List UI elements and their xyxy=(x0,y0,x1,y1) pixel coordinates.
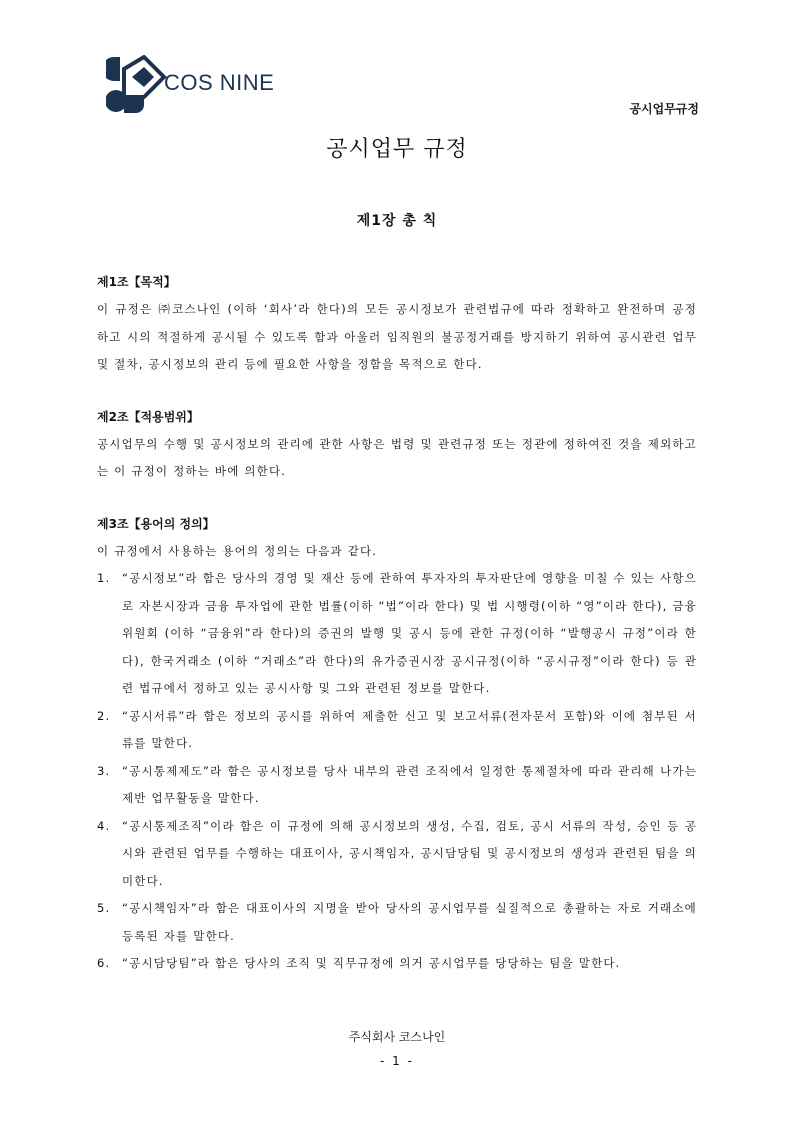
list-item xyxy=(97,565,697,703)
list-item-number: 2. xyxy=(97,708,111,723)
article-heading: 제1조【목적】 xyxy=(97,275,176,289)
document-body xyxy=(97,268,697,978)
article-1 xyxy=(97,268,697,379)
definition-list xyxy=(97,565,697,978)
list-item xyxy=(97,813,697,896)
list-item xyxy=(97,950,697,978)
list-item-text: “공시서류”라 함은 정보의 공시를 위하여 제출한 신고 및 보고서류(전자문서 포함)와 이에 첨부된 서류를 말한다. xyxy=(122,708,697,750)
list-item-text: “공시정보”라 함은 당사의 경영 및 재산 등에 관하여 투자자의 투자판단에 영향을 미칠 수 있는 사항으로 자본시장과 금융 투자업에 관한 법률(이하 “법”이라 한다) 및 법 시행령(이하 “영”이라 한다), 금융위원회 (이하 “금융위”라 한다)의 증권의 발행 및 공시 등에 관한 규정(이하 “발행공시 규정”이라 한다), 한국거래소 (이하 “거래소”라 한다)의 유가증권시장 공시규정(이하 “공시규정”이라 한다) 등 관련 법규에서 정하고 있는 공시사항 및 그와 관련된 정보를 말한다. xyxy=(122,571,697,695)
list-item xyxy=(97,758,697,813)
article-heading: 제2조【적용범위】 xyxy=(97,409,199,424)
footer-company-name: 주식회사 코스나인 xyxy=(348,1030,446,1044)
list-item-number: 6. xyxy=(97,956,111,970)
article-text: 공시업무의 수행 및 공시정보의 관리에 관한 사항은 법령 및 관련규정 또는 정관에 정하여진 것을 제외하고는 이 규정이 정하는 바에 의한다. xyxy=(97,436,697,478)
article-text: 이 규정에서 사용하는 용어의 정의는 다음과 같다. xyxy=(97,543,378,558)
list-item-text: “공시통제조직”이라 함은 이 규정에 의해 공시정보의 생성, 수집, 검토, 공시 서류의 작성, 승인 등 공시와 관련된 업무를 수행하는 대표이사, 공시책임자, 공시담당팀 및 공시정보의 생성과 관련된 팀을 의미한다. xyxy=(122,818,697,888)
page-number: - 1 - xyxy=(380,1054,414,1068)
list-item-text: “공시통제제도”라 함은 공시정보를 당사 내부의 관련 조직에서 일정한 통제절차에 따라 관리해 나가는 제반 업무활동을 말한다. xyxy=(122,763,697,805)
article-text: 이 규정은 ㈜코스나인 (이하 ‘회사’라 한다)의 모든 공시정보가 관련법규에 따라 정확하고 완전하며 공정 하고 시의 적절하게 공시될 수 있도록 함과 아울러 임직원의 불공정거래를 방지하기 위하여 공시관련 업무 및 절차, 공시정보의 관리 등에 필요한 사항을 정함을 목적으로 한다. xyxy=(97,302,697,371)
chapter-heading: 제1장 총 칙 xyxy=(356,213,438,229)
article-3 xyxy=(97,510,697,978)
list-item xyxy=(97,703,697,758)
company-logo-text: COS NINE xyxy=(164,70,275,95)
list-item-number: 3. xyxy=(97,763,111,778)
article-heading: 제3조【용어의 정의】 xyxy=(97,516,215,531)
logo-mark-icon xyxy=(106,57,164,113)
list-item xyxy=(97,895,697,950)
list-item-text: “공시책임자”라 함은 대표이사의 지명을 받아 당사의 공시업무를 실질적으로 총괄하는 자로 거래소에 등록된 자를 말한다. xyxy=(122,901,697,943)
list-item-number: 4. xyxy=(97,818,111,833)
page-title: 공시업무 규정 xyxy=(326,137,468,162)
list-item-number: 1. xyxy=(97,571,111,585)
list-item-number: 5. xyxy=(97,901,111,915)
article-2 xyxy=(97,403,697,486)
list-item-text: “공시담당팀”라 함은 당사의 조직 및 직무규정에 의거 공시업무를 당당하는 팀을 말한다. xyxy=(122,956,621,970)
header-document-name: 공시업무규정 xyxy=(629,102,699,116)
